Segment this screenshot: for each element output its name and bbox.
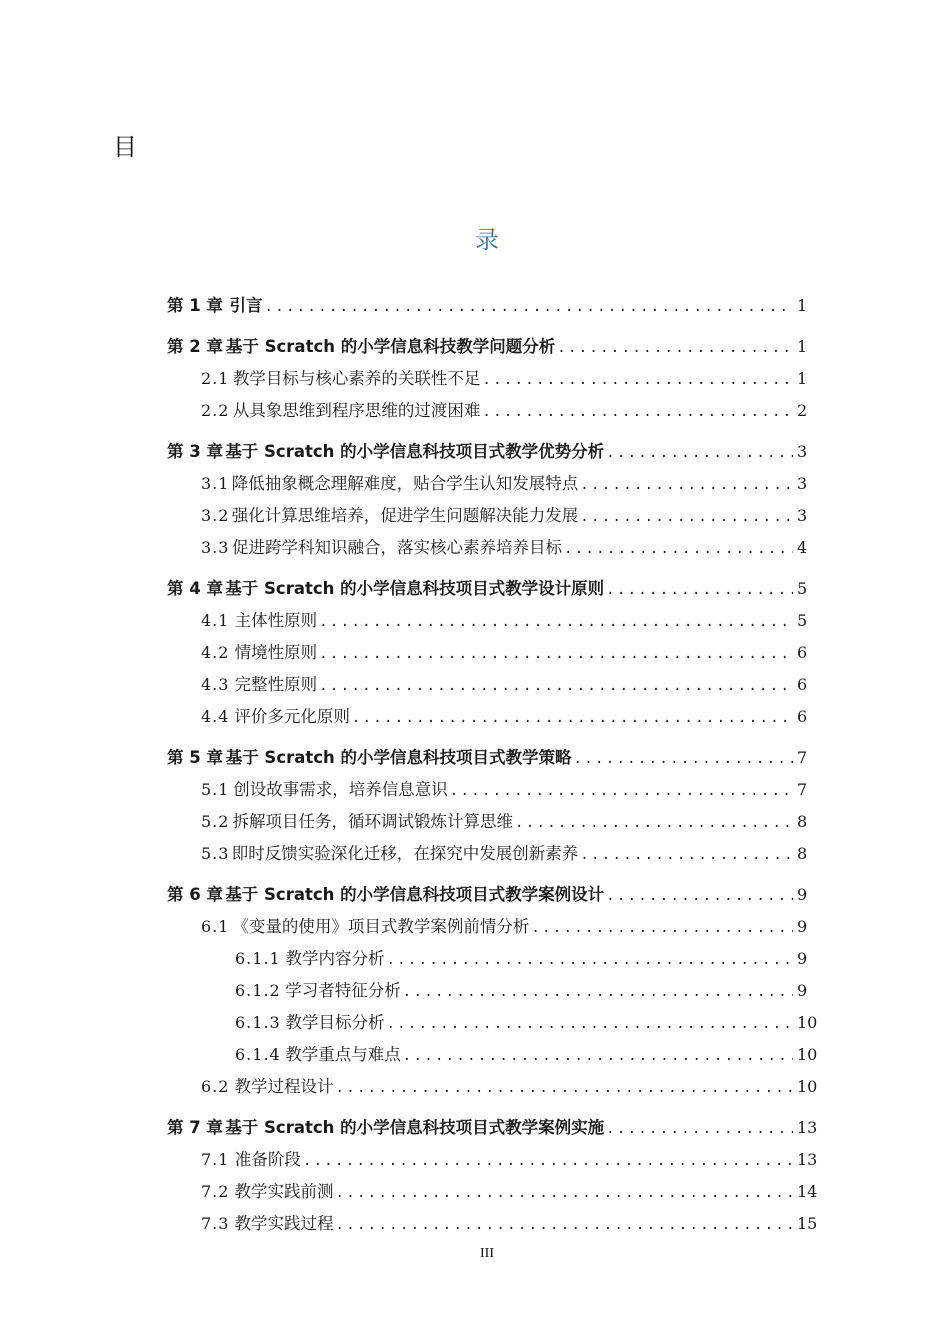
toc-entry-page: 9 [797, 949, 808, 968]
toc-dot-leader [450, 775, 793, 807]
toc-dot-leader [335, 1209, 793, 1241]
toc-dot-leader [352, 702, 793, 734]
toc-dot-leader [319, 638, 793, 670]
toc-entry-title: 教学实践过程 [234, 1214, 334, 1233]
toc-entry-number: 5.1 [201, 780, 230, 799]
toc-entry-page: 14 [797, 1182, 818, 1201]
toc-entry-page: 6 [797, 675, 808, 694]
toc-entry-title: 基于 Scratch 的小学信息科技项目式教学优势分析 [225, 442, 605, 461]
toc-entry-number: 4.2 [201, 643, 230, 662]
toc-entry-page: 9 [797, 885, 808, 904]
toc-section-entry[interactable] [167, 774, 807, 806]
toc-section-entry[interactable] [167, 1007, 818, 1039]
toc-dot-leader [482, 364, 793, 396]
toc-entry-page: 9 [797, 917, 808, 936]
toc-entry-title: 从具象思维到程序思维的过渡困难 [232, 401, 481, 420]
toc-entry-number: 4.3 [201, 675, 230, 694]
toc-entry-title: 教学目标分析 [285, 1013, 385, 1032]
toc-entry-title: 即时反馈实验深化迁移，在探究中发展创新素养 [231, 844, 579, 863]
toc-entry-number: 4.1 [201, 611, 230, 630]
toc-entry-number: 第 6 章 [167, 885, 223, 904]
toc-entry-page: 13 [797, 1150, 818, 1169]
toc-entry-page: 2 [797, 401, 808, 420]
toc-entry-number: 2.1 [201, 369, 230, 388]
toc-entry-number: 6.1.2 [235, 981, 281, 1000]
toc-section-entry[interactable] [167, 1208, 818, 1240]
toc-entry-number: 3.3 [201, 538, 230, 557]
toc-dot-leader [580, 469, 793, 501]
toc-entry-page: 5 [797, 611, 808, 630]
toc-entry-number: 7.1 [201, 1150, 230, 1169]
toc-entry-number: 6.1.1 [235, 949, 281, 968]
toc-entry-title: 基于 Scratch 的小学信息科技项目式教学案例实施 [225, 1118, 605, 1137]
toc-entry-title: 拆解项目任务，循环调试锻炼计算思维 [232, 812, 514, 831]
toc-entry-number: 4.4 [201, 707, 230, 726]
toc-entry-number: 7.3 [201, 1214, 230, 1233]
toc-dot-leader [606, 1113, 793, 1145]
toc-section-entry[interactable] [167, 838, 807, 870]
toc-dot-leader [564, 533, 793, 565]
toc-chapter-entry[interactable] [167, 436, 807, 468]
toc-entry-number: 7.2 [201, 1182, 230, 1201]
toc-entry-number: 5.2 [201, 812, 230, 831]
toc-entry-page: 1 [797, 369, 808, 388]
toc-entry-page: 1 [797, 337, 808, 356]
toc-entry-number: 第 4 章 [167, 579, 223, 598]
toc-dot-leader [335, 1072, 793, 1104]
toc-entry-title: 基于 Scratch 的小学信息科技项目式教学策略 [225, 748, 572, 767]
toc-section-entry[interactable] [167, 911, 807, 943]
toc-section-entry[interactable] [167, 500, 807, 532]
toc-entry-title: 降低抽象概念理解难度，贴合学生认知发展特点 [231, 474, 579, 493]
toc-chapter-entry[interactable] [167, 742, 807, 774]
toc-title-left-char: 目 [113, 133, 137, 161]
toc-entry-number: 2.2 [201, 401, 230, 420]
toc-entry-title: 强化计算思维培养，促进学生问题解决能力发展 [231, 506, 579, 525]
toc-dot-leader [335, 1177, 793, 1209]
toc-dot-leader [264, 291, 793, 323]
toc-section-entry[interactable] [167, 1039, 818, 1071]
toc-entry-page: 3 [797, 474, 808, 493]
toc-dot-leader [319, 606, 793, 638]
toc-entry-number: 3.2 [201, 506, 230, 525]
toc-dot-leader [531, 912, 793, 944]
toc-section-entry[interactable] [167, 669, 807, 701]
page-number: III [480, 1246, 494, 1261]
toc-dot-leader [403, 1040, 793, 1072]
toc-dot-leader [580, 839, 793, 871]
toc-entry-page: 5 [797, 579, 808, 598]
toc-dot-leader [386, 944, 793, 976]
toc-section-entry[interactable] [167, 1176, 818, 1208]
toc-section-entry[interactable] [167, 701, 807, 733]
toc-entry-title: 基于 Scratch 的小学信息科技教学问题分析 [225, 337, 556, 356]
toc-dot-leader [606, 880, 793, 912]
toc-entry-page: 9 [797, 981, 808, 1000]
toc-section-entry[interactable] [167, 605, 807, 637]
toc-entry-number: 第 7 章 [167, 1118, 223, 1137]
toc-entry-number: 3.1 [201, 474, 230, 493]
toc-dot-leader [557, 332, 793, 364]
toc-entry-number: 第 3 章 [167, 442, 223, 461]
toc-section-entry[interactable] [167, 975, 807, 1007]
toc-dot-leader [606, 574, 793, 606]
toc-entry-page: 6 [797, 707, 808, 726]
toc-section-entry[interactable] [167, 363, 807, 395]
toc-entry-number: 第 2 章 [167, 337, 223, 356]
toc-entry-title: 教学实践前测 [234, 1182, 334, 1201]
toc-entry-title: 促进跨学科知识融合，落实核心素养培养目标 [231, 538, 562, 557]
toc-entry-title: 教学内容分析 [285, 949, 385, 968]
toc-entry-title: 教学过程设计 [234, 1077, 334, 1096]
toc-entry-page: 8 [797, 844, 808, 863]
toc-section-entry[interactable] [167, 468, 807, 500]
toc-section-entry[interactable] [167, 532, 807, 564]
toc-dot-leader [515, 807, 793, 839]
toc-entry-number: 第 5 章 [167, 748, 223, 767]
toc-chapter-entry[interactable] [167, 290, 807, 322]
toc-entry-title: 教学目标与核心素养的关联性不足 [232, 369, 481, 388]
toc-dot-leader [580, 501, 793, 533]
toc-dot-leader [482, 396, 793, 428]
toc-entry-page: 1 [797, 296, 808, 315]
toc-section-entry[interactable] [167, 1144, 818, 1176]
toc-entry-page: 13 [797, 1118, 818, 1137]
toc-entry-title: 主体性原则 [234, 611, 318, 630]
toc-entry-page: 10 [797, 1045, 818, 1064]
toc-entry-number: 6.1.3 [235, 1013, 281, 1032]
toc-dot-leader [606, 437, 793, 469]
toc-entry-title: 学习者特征分析 [285, 981, 401, 1000]
toc-entry-title: 评价多元化原则 [234, 707, 350, 726]
toc-entry-page: 10 [797, 1013, 818, 1032]
toc-entry-number: 6.2 [201, 1077, 230, 1096]
toc-entry-page: 6 [797, 643, 808, 662]
toc-entry-page: 4 [797, 538, 808, 557]
toc-entry-title: 引言 [229, 296, 263, 315]
toc-entry-page: 7 [797, 780, 808, 799]
toc-dot-leader [303, 1145, 793, 1177]
toc-entry-title: 基于 Scratch 的小学信息科技项目式教学案例设计 [225, 885, 605, 904]
toc-entry-number: 第 1 章 [167, 296, 223, 315]
toc-entry-number: 6.1.4 [235, 1045, 281, 1064]
toc-entry-title: 完整性原则 [234, 675, 318, 694]
toc-dot-leader [574, 743, 793, 775]
toc-section-entry[interactable] [167, 806, 807, 838]
toc-dot-leader [319, 670, 793, 702]
toc-title-center-char: 录 [475, 226, 499, 254]
toc-dot-leader [386, 1008, 793, 1040]
toc-entry-title: 准备阶段 [234, 1150, 301, 1169]
toc-section-entry[interactable] [167, 395, 807, 427]
toc-entry-page: 10 [797, 1077, 818, 1096]
toc-section-entry[interactable] [167, 1071, 818, 1103]
toc-entry-title: 教学重点与难点 [285, 1045, 401, 1064]
toc-entry-number: 5.3 [201, 844, 230, 863]
toc-entry-page: 3 [797, 442, 808, 461]
toc-chapter-entry[interactable] [167, 879, 807, 911]
toc-section-entry[interactable] [167, 943, 807, 975]
toc-chapter-entry[interactable] [167, 573, 807, 605]
toc-dot-leader [403, 976, 793, 1008]
toc-entry-title: 情境性原则 [234, 643, 318, 662]
toc-section-entry[interactable] [167, 637, 807, 669]
toc-entry-page: 15 [797, 1214, 818, 1233]
toc-entry-title: 基于 Scratch 的小学信息科技项目式教学设计原则 [225, 579, 605, 598]
toc-chapter-entry[interactable] [167, 331, 807, 363]
toc-entry-title: 《变量的使用》项目式教学案例前情分析 [232, 917, 530, 936]
table-of-contents [167, 290, 818, 1240]
toc-entry-page: 8 [797, 812, 808, 831]
toc-chapter-entry[interactable] [167, 1112, 818, 1144]
toc-entry-page: 7 [797, 748, 808, 767]
toc-entry-title: 创设故事需求，培养信息意识 [233, 780, 448, 799]
toc-entry-page: 3 [797, 506, 808, 525]
toc-entry-number: 6.1 [201, 917, 230, 936]
